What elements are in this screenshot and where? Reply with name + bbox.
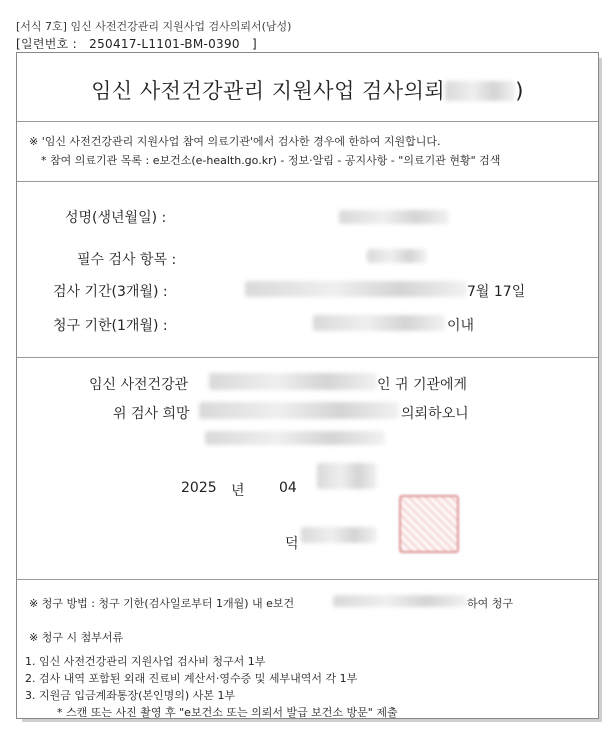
notice-line-1: ※ '임신 사전건강관리 지원사업 참여 의료기관'에서 검사한 경우에 한하여 지원합니다.	[29, 135, 441, 148]
divider	[17, 121, 598, 122]
official-seal	[399, 495, 459, 553]
serial-number	[16, 35, 257, 52]
request-form	[16, 52, 599, 719]
period-tail: 7월 17일	[467, 284, 526, 300]
serial-value: 250417-L1101-BM-0390	[89, 37, 240, 51]
divider	[17, 181, 598, 182]
date-month: 04	[279, 480, 297, 496]
attachments-heading: ※ 청구 시 첨부서류	[29, 631, 124, 644]
request-line-2-start: 위 검사 희망	[113, 406, 190, 422]
form-title-text: 임신 사전건강관리 지원사업 검사의뢰	[91, 79, 446, 103]
attachment-item-3: 3. 지원금 입금계좌통장(본인명의) 사본 1부	[25, 689, 236, 702]
period-label: 검사 기간(3개월) :	[53, 284, 168, 300]
redacted-issuer	[301, 527, 377, 543]
redacted-claim-method	[333, 595, 467, 607]
redacted-request-1	[209, 373, 377, 390]
claim-deadline-tail: 이내	[447, 318, 475, 334]
form-number: [서식 7호] 임신 사전건강관리 지원사업 검사의뢰서(남성)	[16, 20, 292, 33]
divider	[17, 579, 598, 580]
name-label: 성명(생년월일) :	[65, 210, 167, 226]
redacted-claim-deadline	[313, 315, 445, 331]
date-year: 2025	[181, 480, 217, 496]
redacted-request-3	[205, 431, 385, 445]
notice-line-2: * 참여 의료기관 목록 : e보건소(e-health.go.kr) - 정보·알림 - 공지사항 - "의료기관 현황" 검색	[41, 154, 501, 167]
date-year-unit: 년	[231, 483, 245, 499]
redacted-title	[445, 81, 515, 101]
claim-deadline-label: 청구 기한(1개월) :	[53, 318, 168, 334]
issuer-prefix: 덕	[285, 536, 299, 552]
serial-label: [일련번호 :	[16, 37, 78, 51]
claim-method-end: 하여 청구	[467, 597, 514, 610]
request-line-2-end: 의뢰하오니	[401, 406, 469, 422]
serial-close: ]	[252, 37, 257, 51]
claim-method-start: ※ 청구 방법 : 청구 기한(검사일로부터 1개월) 내 e보건	[29, 597, 295, 610]
form-title-tail: )	[515, 79, 524, 103]
request-line-1-start: 임신 사전건강관	[89, 377, 189, 393]
attachment-note: * 스캔 또는 사진 촬영 후 "e보건소 또는 의뢰서 발급 보건소 방문" 제출	[57, 706, 398, 719]
redacted-date-day	[317, 463, 377, 489]
redacted-request-2	[199, 402, 399, 419]
redacted-period	[245, 281, 467, 297]
redacted-tests	[367, 249, 427, 263]
attachment-item-2: 2. 검사 내역 포함된 외래 진료비 계산서·영수증 및 세부내역서 각 1부	[25, 672, 358, 685]
attachment-item-1: 1. 임신 사전건강관리 지원사업 검사비 청구서 1부	[25, 655, 266, 668]
redacted-name	[339, 210, 449, 224]
request-line-1-end: 인 귀 기관에게	[377, 377, 468, 393]
form-title	[17, 75, 598, 105]
divider	[17, 357, 598, 358]
tests-label: 필수 검사 항목 :	[77, 252, 177, 268]
